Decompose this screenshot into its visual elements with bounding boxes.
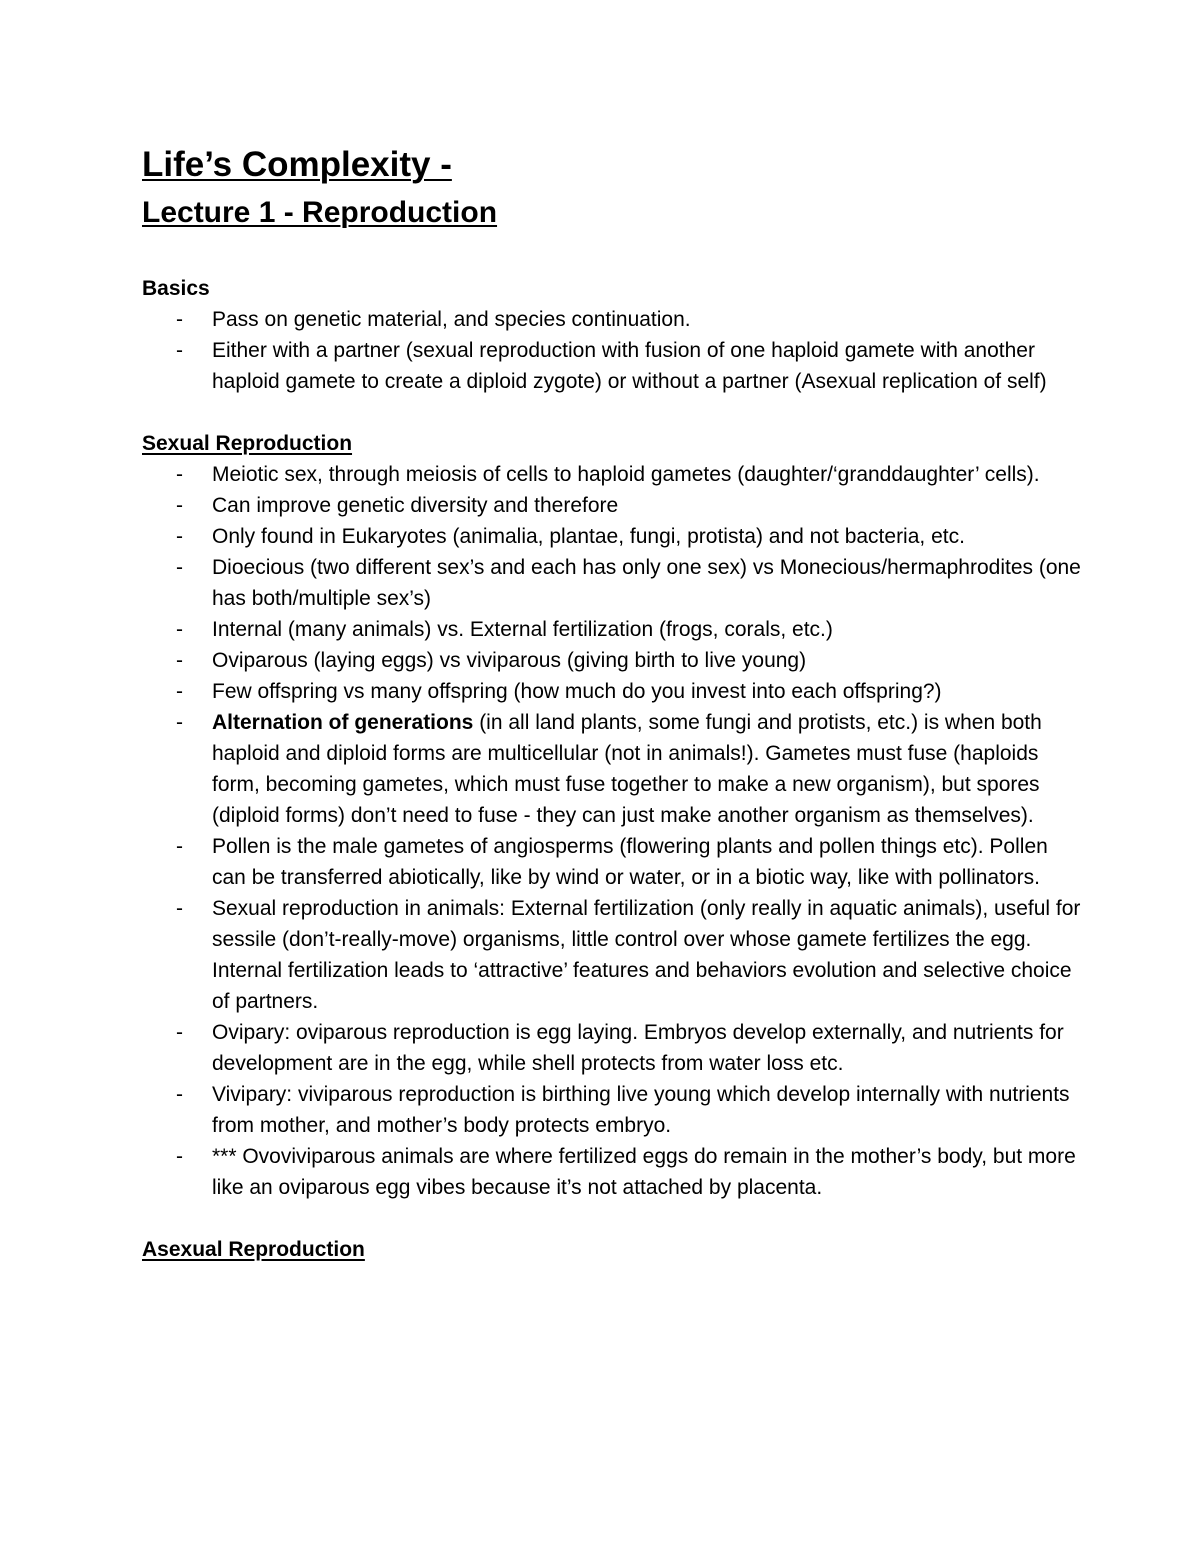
list-item: - Sexual reproduction in animals: External fertilization (only really in aquatic animals), useful for sessile (don’t-really-move) organisms, little control over whose gamete fertilizes the egg. Internal fertilization leads to ‘attractive’ features and behaviors evolution and selective choice of partners.	[142, 893, 1082, 1017]
dash-bullet: -	[176, 556, 183, 579]
spacer	[142, 1203, 1082, 1234]
spacer	[142, 236, 1082, 273]
dash-bullet: -	[176, 463, 183, 486]
dash-bullet: -	[176, 618, 183, 641]
dash-bullet: -	[176, 494, 183, 517]
list-item: - Internal (many animals) vs. External fertilization (frogs, corals, etc.)	[142, 614, 1082, 645]
asexual-reproduction-heading: Asexual Reproduction	[142, 1238, 365, 1261]
dash-bullet: -	[176, 897, 183, 920]
document-title: Life’s Complexity -	[142, 145, 452, 184]
sexual-reproduction-heading: Sexual Reproduction	[142, 432, 353, 455]
dash-bullet: -	[176, 1021, 183, 1044]
lecture-title: Lecture 1 - Reproduction	[142, 196, 498, 229]
list-item: - Few offspring vs many offspring (how much do you invest into each offspring?)	[142, 676, 1082, 707]
list-item: - *** Ovoviviparous animals are where fertilized eggs do remain in the mother’s body, but more like an oviparous egg vibes because it’s not attached by placenta.	[142, 1141, 1082, 1203]
list-item: - Only found in Eukaryotes (animalia, plantae, fungi, protista) and not bacteria, etc.	[142, 521, 1082, 552]
dash-bullet: -	[176, 711, 183, 734]
list-item: - Either with a partner (sexual reproduction with fusion of one haploid gamete with another haploid gamete to create a diploid zygote) or without a partner (Asexual replication of self)	[142, 335, 1082, 397]
dash-bullet: -	[176, 680, 183, 703]
list-item: - Oviparous (laying eggs) vs viviparous (giving birth to live young)	[142, 645, 1082, 676]
dash-bullet: -	[176, 1145, 183, 1168]
sexual-reproduction-list	[142, 459, 1082, 1203]
document-content	[142, 140, 1082, 1265]
list-item: - Ovipary: oviparous reproduction is egg laying. Embryos develop externally, and nutrients for development are in the egg, while shell protects from water loss etc.	[142, 1017, 1082, 1079]
dash-bullet: -	[176, 525, 183, 548]
list-item: - Dioecious (two different sex’s and each has only one sex) vs Monecious/hermaphrodites (one has both/multiple sex’s)	[142, 552, 1082, 614]
spacer	[142, 397, 1082, 428]
list-item: - Pass on genetic material, and species continuation.	[142, 304, 1082, 335]
dash-bullet: -	[176, 308, 183, 331]
dash-bullet: -	[176, 1083, 183, 1106]
list-item: - Can improve genetic diversity and therefore	[142, 490, 1082, 521]
list-item: - Meiotic sex, through meiosis of cells to haploid gametes (daughter/‘granddaughter’ cells).	[142, 459, 1082, 490]
dash-bullet: -	[176, 835, 183, 858]
basics-heading: Basics	[142, 277, 210, 300]
dash-bullet: -	[176, 339, 183, 362]
list-item-alternation: - Alternation of generations (in all land plants, some fungi and protists, etc.) is when both haploid and diploid forms are multicellular (not in animals!). Gametes must fuse (haploids form, becoming gametes, which must fuse together to make a new organism), but spores (diploid forms) don’t need to fuse - they can just make another organism as themselves).	[142, 707, 1082, 831]
list-item: - Vivipary: viviparous reproduction is birthing live young which develop internally with nutrients from mother, and mother’s body protects embryo.	[142, 1079, 1082, 1141]
list-item: - Pollen is the male gametes of angiosperms (flowering plants and pollen things etc). Pollen can be transferred abiotically, like by wind or water, or in a biotic way, like with pollinators.	[142, 831, 1082, 893]
alternation-term: Alternation of generations	[212, 711, 474, 734]
dash-bullet: -	[176, 649, 183, 672]
basics-list	[142, 304, 1082, 397]
